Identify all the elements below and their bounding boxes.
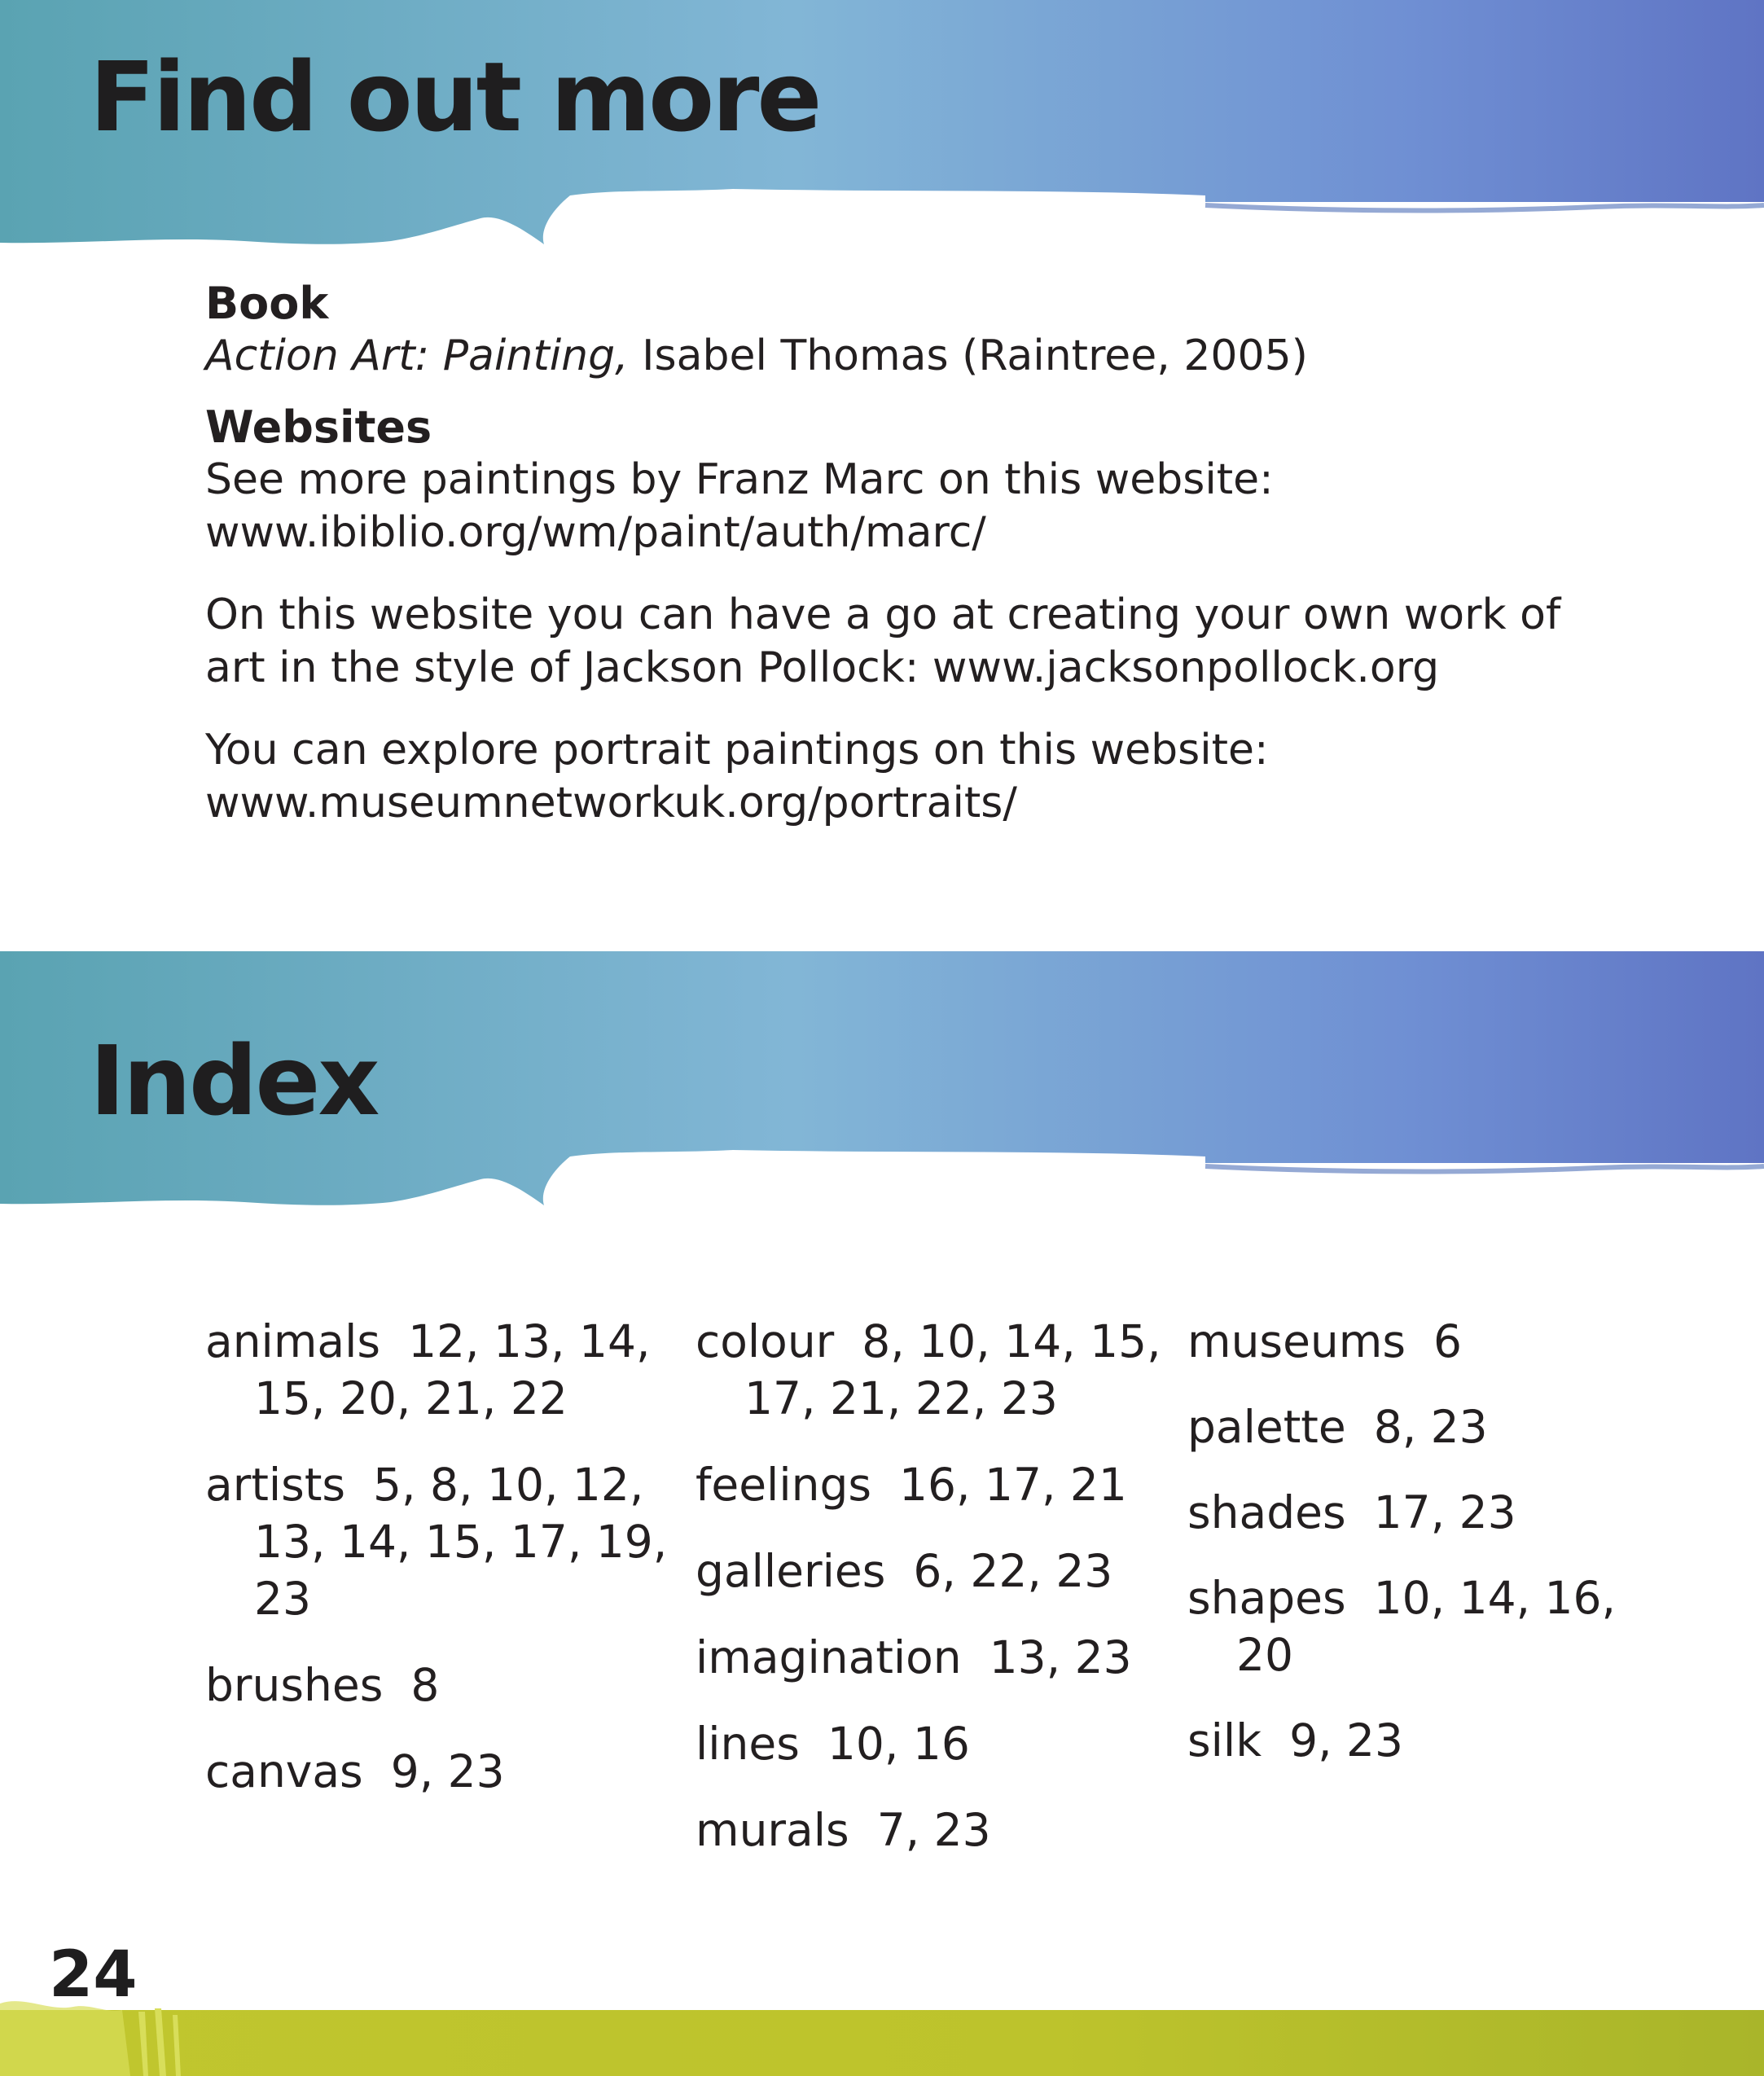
index-entry — [1187, 1484, 1676, 1541]
index-pages: 7, 23 — [876, 1804, 991, 1856]
index-entry — [696, 1715, 1184, 1772]
index-term: silk — [1187, 1714, 1262, 1767]
index-pages: 12, 13, 14, 15, 20, 21, 22 — [254, 1315, 651, 1424]
book-reference — [205, 330, 1630, 383]
websites-heading: Websites — [205, 402, 432, 453]
find-out-more-heading: Find out more — [90, 41, 820, 153]
index-pages: 8, 23 — [1373, 1401, 1488, 1453]
index-entry — [1187, 1313, 1676, 1370]
index-pages: 6, 22, 23 — [913, 1545, 1113, 1597]
index-entry — [205, 1313, 678, 1427]
footer-color-band — [0, 2010, 1764, 2076]
index-entry — [696, 1543, 1184, 1600]
index-term: palette — [1187, 1401, 1346, 1453]
index-pages: 6 — [1433, 1315, 1463, 1367]
index-entry — [696, 1802, 1184, 1859]
website-entry — [205, 589, 1630, 695]
index-pages: 8, 10, 14, 15, 17, 21, 22, 23 — [744, 1315, 1161, 1424]
index-entry — [696, 1629, 1184, 1686]
website-url[interactable]: www.ibiblio.org/wm/paint/auth/marc/ — [205, 508, 986, 557]
index-pages: 9, 23 — [1289, 1714, 1404, 1767]
index-term: brushes — [205, 1659, 384, 1711]
book-title: Action Art: Painting, — [205, 331, 629, 380]
index-pages: 17, 23 — [1373, 1486, 1516, 1538]
index-entry — [1187, 1398, 1676, 1455]
index-column-1 — [205, 1313, 678, 1829]
index-term: murals — [696, 1804, 849, 1856]
website-description: See more paintings by Franz Marc on this website: — [205, 455, 1274, 504]
index-pages: 13, 23 — [989, 1631, 1132, 1683]
index-term: feelings — [696, 1459, 872, 1511]
index-term: shades — [1187, 1486, 1346, 1538]
find-out-more-banner — [0, 0, 1764, 293]
index-pages: 5, 8, 10, 12, 13, 14, 15, 17, 19, 23 — [254, 1459, 668, 1625]
index-column-3 — [1187, 1313, 1676, 1797]
index-pages: 16, 17, 21 — [899, 1459, 1127, 1511]
index-term: artists — [205, 1459, 346, 1511]
index-term: animals — [205, 1315, 381, 1367]
index-term: canvas — [205, 1745, 363, 1797]
find-out-more-section — [205, 277, 1630, 859]
index-pages: 9, 23 — [390, 1745, 505, 1797]
website-entry — [205, 724, 1630, 830]
index-term: colour — [696, 1315, 835, 1367]
index-term: imagination — [696, 1631, 962, 1683]
index-column-2 — [696, 1313, 1184, 1888]
index-term: galleries — [696, 1545, 886, 1597]
index-term: museums — [1187, 1315, 1406, 1367]
index-entry — [205, 1657, 678, 1714]
book-heading: Book — [205, 278, 329, 329]
index-entry — [696, 1456, 1184, 1513]
index-entry — [205, 1456, 678, 1627]
website-url[interactable]: www.museumnetworkuk.org/portraits/ — [205, 779, 1017, 827]
index-term: lines — [696, 1718, 800, 1770]
index-entry — [696, 1313, 1184, 1427]
index-pages: 10, 16 — [827, 1718, 970, 1770]
index-heading: Index — [90, 1025, 378, 1137]
index-term: shapes — [1187, 1572, 1346, 1624]
index-pages: 8 — [410, 1659, 440, 1711]
index-pages: 10, 14, 16, 20 — [1236, 1572, 1616, 1681]
index-entry — [1187, 1712, 1676, 1769]
book-author-publisher: Isabel Thomas (Raintree, 2005) — [628, 331, 1308, 380]
index-entry — [1187, 1569, 1676, 1683]
website-description: On this website you can have a go at creating your own work of art in the style of Jackson Pollock: www.jacksonpollock.org — [205, 590, 1561, 692]
index-entry — [205, 1743, 678, 1800]
website-description: You can explore portrait paintings on this website: — [205, 726, 1269, 775]
page-number: 24 — [49, 1938, 138, 2012]
website-entry — [205, 454, 1630, 560]
